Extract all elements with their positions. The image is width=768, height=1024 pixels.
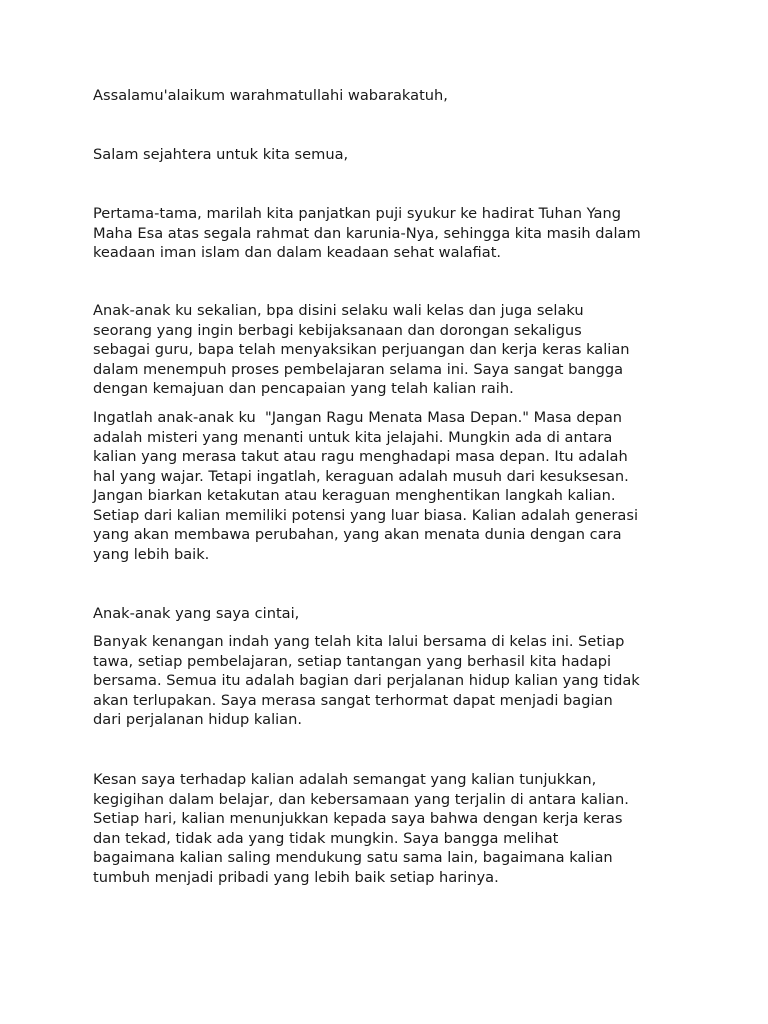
text-line: Maha Esa atas segala rahmat dan karunia-Nya, sehingga kita masih dalam bbox=[93, 224, 641, 242]
text-line: dalam menempuh proses pembelajaran selama ini. Saya sangat bangga bbox=[93, 360, 624, 378]
address-paragraph bbox=[93, 604, 683, 624]
text-line: Anak-anak ku sekalian, bpa disini selaku wali kelas dan juga selaku bbox=[93, 302, 584, 319]
body-paragraph bbox=[93, 408, 683, 564]
text-line: bagaimana kalian saling mendukung satu sama lain, bagaimana kalian bbox=[93, 849, 613, 866]
text-line: seorang yang ingin berbagi kebijaksanaan dan dorongan sekaligus bbox=[93, 321, 582, 339]
text-line: adalah misteri yang menanti untuk kita jelajahi. Mungkin ada di antara bbox=[93, 428, 613, 446]
greeting-paragraph bbox=[93, 86, 683, 106]
text-line: Setiap hari, kalian menunjukkan kepada saya bahwa dengan kerja keras bbox=[93, 810, 623, 827]
text-line: tawa, setiap pembelajaran, setiap tantangan yang berhasil kita hadapi bbox=[93, 652, 612, 670]
text-line: bersama. Semua itu adalah bagian dari perjalanan hidup kalian yang tidak bbox=[93, 672, 640, 689]
text-line: hal yang wajar. Tetapi ingatlah, keraguan adalah musuh dari kesuksesan. bbox=[93, 467, 629, 485]
text-line: dengan kemajuan dan pencapaian yang telah kalian raih. bbox=[93, 380, 514, 397]
text-line: Salam sejahtera untuk kita semua, bbox=[93, 146, 349, 163]
text-line: kalian yang merasa takut atau ragu menghadapi masa depan. Itu adalah bbox=[93, 448, 628, 465]
salutation-paragraph bbox=[93, 145, 683, 165]
text-line: Banyak kenangan indah yang telah kita lalui bersama di kelas ini. Setiap bbox=[93, 633, 625, 650]
text-line: dari perjalanan hidup kalian. bbox=[93, 711, 303, 728]
text-line: Assalamu'alaikum warahmatullahi wabarakatuh, bbox=[93, 87, 448, 104]
text-line: yang lebih baik. bbox=[93, 545, 210, 563]
text-line: Anak-anak yang saya cintai, bbox=[93, 605, 300, 622]
text-line: Kesan saya terhadap kalian adalah semangat yang kalian tunjukkan, bbox=[93, 771, 597, 788]
body-paragraph bbox=[93, 632, 683, 730]
text-line: keadaan iman islam dan dalam keadaan sehat walafiat. bbox=[93, 244, 502, 261]
text-line: Pertama-tama, marilah kita panjatkan puji syukur ke hadirat Tuhan Yang bbox=[93, 205, 621, 222]
body-paragraph bbox=[93, 301, 683, 399]
opening-paragraph bbox=[93, 204, 683, 263]
text-line: yang akan membawa perubahan, yang akan menata dunia dengan cara bbox=[93, 526, 622, 543]
body-paragraph bbox=[93, 770, 683, 887]
text-line: akan terlupakan. Saya merasa sangat terhormat dapat menjadi bagian bbox=[93, 691, 613, 709]
text-line: dan tekad, tidak ada yang tidak mungkin. Saya bangga melihat bbox=[93, 829, 559, 847]
text-line: Jangan biarkan ketakutan atau keraguan menghentikan langkah kalian. bbox=[93, 487, 616, 504]
text-line: kegigihan dalam belajar, dan kebersamaan yang terjalin di antara kalian. bbox=[93, 790, 629, 808]
text-line: sebagai guru, bapa telah menyaksikan perjuangan dan kerja keras kalian bbox=[93, 341, 630, 358]
text-line: Setiap dari kalian memiliki potensi yang luar biasa. Kalian adalah generasi bbox=[93, 506, 639, 524]
text-line: Ingatlah anak-anak ku "Jangan Ragu Menata Masa Depan." Masa depan bbox=[93, 409, 623, 426]
text-line: tumbuh menjadi pribadi yang lebih baik setiap harinya. bbox=[93, 868, 499, 886]
